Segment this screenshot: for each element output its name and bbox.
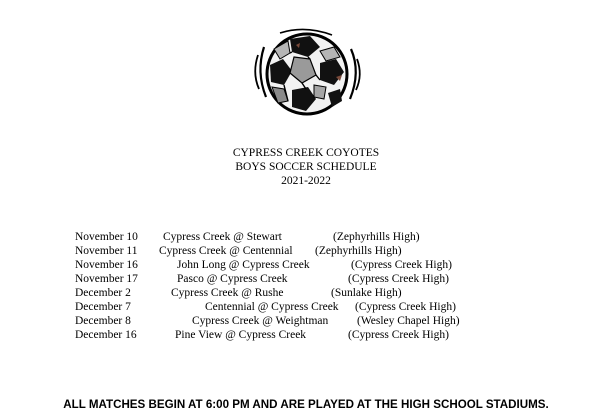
schedule-title: BOYS SOCCER SCHEDULE: [235, 161, 377, 173]
team-name: CYPRESS CREEK COYOTES: [232, 147, 380, 159]
match-teams: Cypress Creek @ Centennial: [159, 245, 293, 257]
match-venue: (Zephyrhills High): [315, 245, 402, 257]
match-date: November 11: [75, 245, 138, 257]
soccer-ball-icon: [250, 27, 365, 119]
list-item: [0, 272, 612, 286]
match-date: December 16: [75, 329, 137, 341]
match-date: December 7: [75, 301, 131, 313]
match-teams: Centennial @ Cypress Creek: [205, 301, 339, 313]
match-teams: John Long @ Cypress Creek: [177, 259, 310, 271]
match-date: December 8: [75, 315, 131, 327]
match-date: November 10: [75, 231, 138, 243]
match-date: December 2: [75, 287, 131, 299]
match-teams: Cypress Creek @ Stewart: [163, 231, 282, 243]
season-label: 2021-2022: [281, 175, 331, 187]
match-date: November 17: [75, 273, 138, 285]
match-venue: (Cypress Creek High): [355, 301, 456, 313]
list-item: [0, 300, 612, 314]
match-venue: (Cypress Creek High): [351, 259, 452, 271]
match-teams: Cypress Creek @ Rushe: [171, 287, 284, 299]
match-venue: (Wesley Chapel High): [357, 315, 460, 327]
match-teams: Pine View @ Cypress Creek: [175, 329, 307, 341]
match-teams: Cypress Creek @ Weightman: [192, 315, 329, 327]
footer-note: ALL MATCHES BEGIN AT 6:00 PM AND ARE PLAYED AT THE HIGH SCHOOL STADIUMS.: [63, 398, 549, 411]
list-item: [0, 230, 612, 244]
match-venue: (Cypress Creek High): [348, 273, 449, 285]
match-teams: Pasco @ Cypress Creek: [177, 273, 288, 285]
list-item: [0, 328, 612, 342]
match-venue: (Zephyrhills High): [333, 231, 420, 243]
list-item: [0, 286, 612, 300]
match-venue: (Cypress Creek High): [348, 329, 449, 341]
list-item: [0, 314, 612, 328]
list-item: [0, 258, 612, 272]
match-venue: (Sunlake High): [331, 287, 402, 299]
match-date: November 16: [75, 259, 138, 271]
list-item: [0, 244, 612, 258]
